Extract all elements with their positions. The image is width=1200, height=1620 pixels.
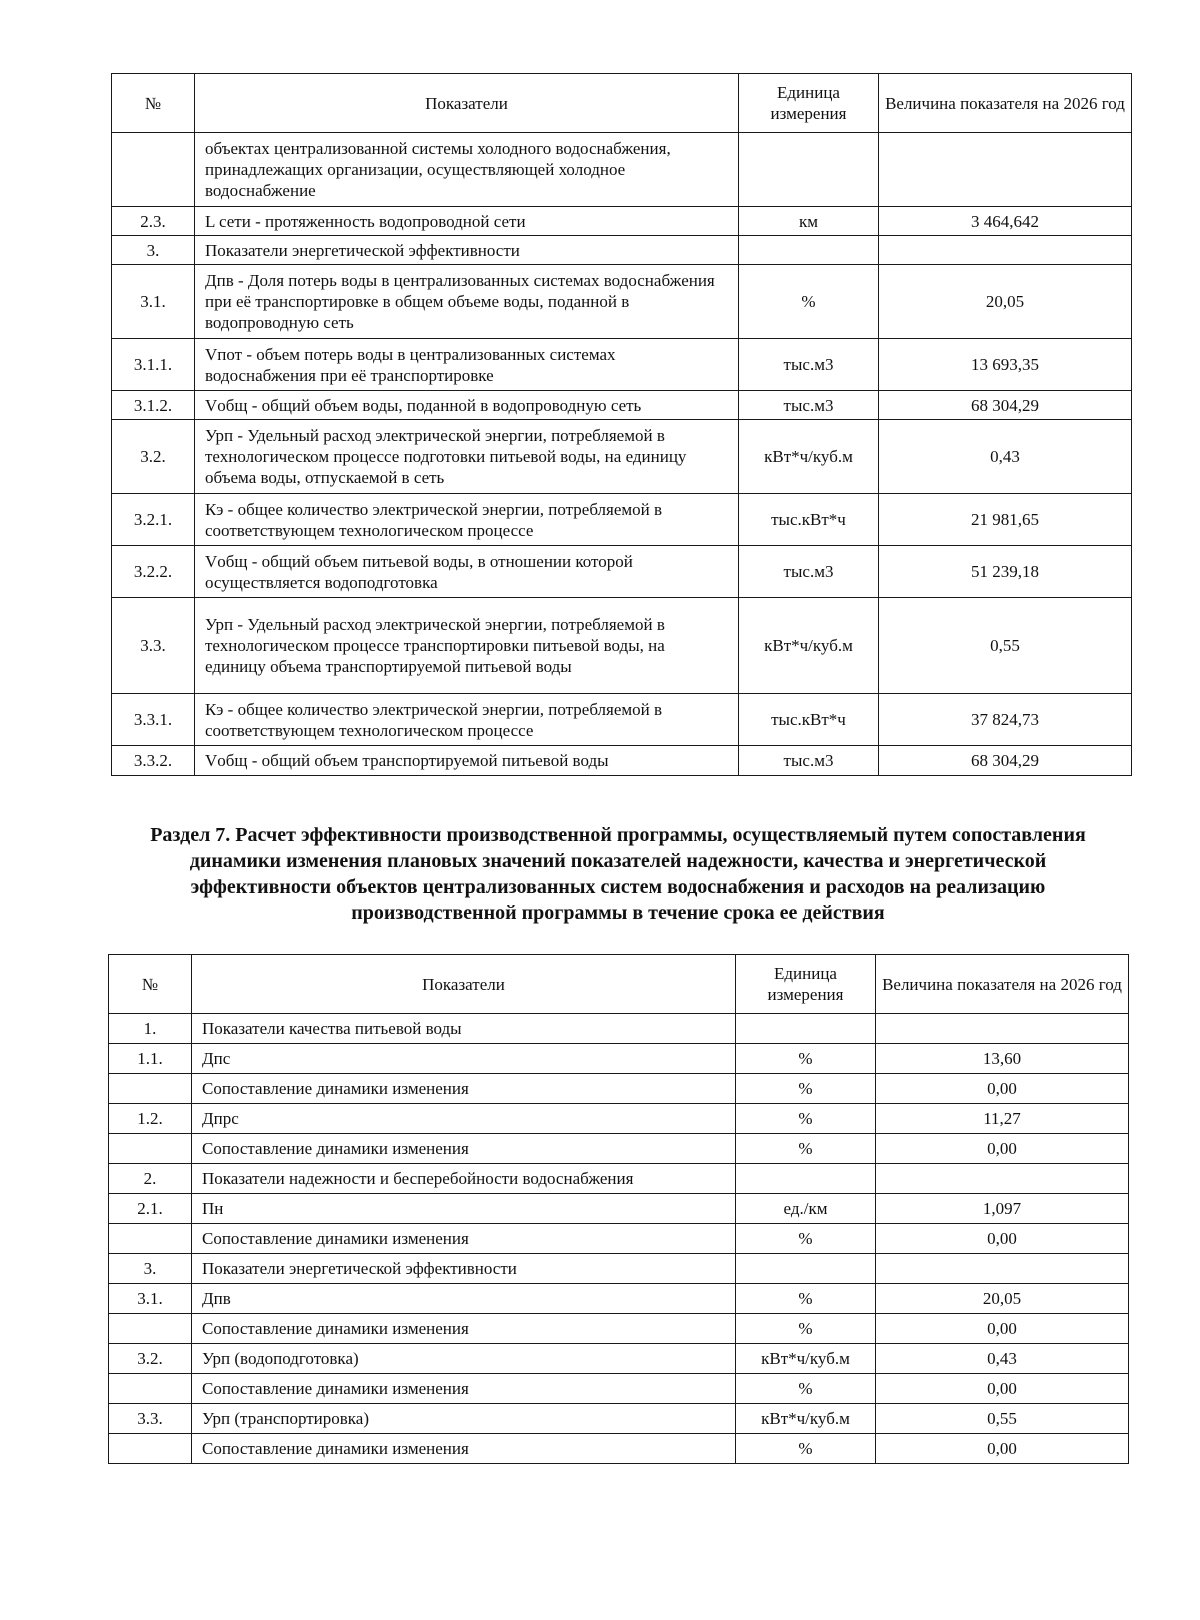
header-unit: Единица измерения xyxy=(736,955,876,1014)
row-value: 0,43 xyxy=(876,1344,1129,1374)
header-number: № xyxy=(112,74,195,133)
row-unit: % xyxy=(736,1224,876,1254)
row-unit: кВт*ч/куб.м xyxy=(736,1344,876,1374)
table-row xyxy=(112,339,1132,391)
table-row xyxy=(112,391,1132,420)
row-indicator: Урп (транспортировка) xyxy=(192,1404,736,1434)
row-unit: кВт*ч/куб.м xyxy=(739,420,879,494)
row-unit: кВт*ч/куб.м xyxy=(739,598,879,694)
row-value: 3 464,642 xyxy=(879,207,1132,236)
row-indicator: Сопоставление динамики изменения xyxy=(192,1434,736,1464)
row-unit: % xyxy=(736,1314,876,1344)
row-value: 13 693,35 xyxy=(879,339,1132,391)
table-row xyxy=(109,1284,1129,1314)
table-row xyxy=(112,133,1132,207)
row-indicator: Показатели надежности и бесперебойности водоснабжения xyxy=(192,1164,736,1194)
row-value: 13,60 xyxy=(876,1044,1129,1074)
row-number: 3.3. xyxy=(109,1404,192,1434)
row-indicator: Дпв xyxy=(192,1284,736,1314)
row-number xyxy=(109,1224,192,1254)
row-number: 1.2. xyxy=(109,1104,192,1134)
row-unit: % xyxy=(736,1374,876,1404)
row-number: 3.2. xyxy=(112,420,195,494)
row-value: 0,00 xyxy=(876,1224,1129,1254)
table-row xyxy=(109,1044,1129,1074)
row-number: 3.2.2. xyxy=(112,546,195,598)
row-value: 1,097 xyxy=(876,1194,1129,1224)
row-number xyxy=(109,1434,192,1464)
row-value xyxy=(879,236,1132,265)
row-unit: % xyxy=(736,1434,876,1464)
row-unit: ед./км xyxy=(736,1194,876,1224)
table-row xyxy=(112,746,1132,776)
row-indicator: Дпв - Доля потерь воды в централизованных системах водоснабжения при её транспортировке в общем объеме воды, поданной в водопроводную сеть xyxy=(195,265,739,339)
table-row xyxy=(109,1254,1129,1284)
row-number: 3. xyxy=(109,1254,192,1284)
header-indicators: Показатели xyxy=(195,74,739,133)
row-value: 0,00 xyxy=(876,1434,1129,1464)
row-indicator: L сети - протяженность водопроводной сети xyxy=(195,207,739,236)
table-row xyxy=(109,1164,1129,1194)
table-row xyxy=(109,1224,1129,1254)
header-value: Величина показателя на 2026 год xyxy=(876,955,1129,1014)
header-value: Величина показателя на 2026 год xyxy=(879,74,1132,133)
row-value: 0,00 xyxy=(876,1074,1129,1104)
row-unit xyxy=(736,1164,876,1194)
table-row xyxy=(109,1314,1129,1344)
table-row xyxy=(112,420,1132,494)
row-number: 3.1.1. xyxy=(112,339,195,391)
row-number xyxy=(109,1134,192,1164)
row-indicator: Сопоставление динамики изменения xyxy=(192,1134,736,1164)
row-unit xyxy=(736,1014,876,1044)
row-unit: тыс.м3 xyxy=(739,546,879,598)
row-unit: % xyxy=(736,1284,876,1314)
row-number: 2.1. xyxy=(109,1194,192,1224)
table-row xyxy=(109,1344,1129,1374)
row-value: 37 824,73 xyxy=(879,694,1132,746)
row-indicator: Vобщ - общий объем воды, поданной в водопроводную сеть xyxy=(195,391,739,420)
table-header-row xyxy=(109,955,1129,1014)
row-indicator: Vпот - объем потерь воды в централизованных системах водоснабжения при её транспортировке xyxy=(195,339,739,391)
indicators-table-continued xyxy=(111,73,1132,776)
row-unit: % xyxy=(736,1134,876,1164)
row-number xyxy=(109,1374,192,1404)
row-value: 68 304,29 xyxy=(879,746,1132,776)
row-indicator: Vобщ - общий объем транспортируемой питьевой воды xyxy=(195,746,739,776)
row-indicator: Дпс xyxy=(192,1044,736,1074)
row-number: 2.3. xyxy=(112,207,195,236)
row-unit: % xyxy=(736,1104,876,1134)
row-indicator: Урп - Удельный расход электрической энергии, потребляемой в технологическом процессе подготовки питьевой воды, на единицу объема воды, отпускаемой в сеть xyxy=(195,420,739,494)
row-indicator: Показатели энергетической эффективности xyxy=(192,1254,736,1284)
table-row xyxy=(112,236,1132,265)
row-unit: тыс.м3 xyxy=(739,391,879,420)
row-indicator: Дпрс xyxy=(192,1104,736,1134)
header-number: № xyxy=(109,955,192,1014)
row-unit: тыс.м3 xyxy=(739,339,879,391)
row-value: 0,00 xyxy=(876,1374,1129,1404)
table-row xyxy=(109,1104,1129,1134)
row-indicator: Vобщ - общий объем питьевой воды, в отношении которой осуществляется водоподготовка xyxy=(195,546,739,598)
row-number: 3.2.1. xyxy=(112,494,195,546)
row-unit: кВт*ч/куб.м xyxy=(736,1404,876,1434)
row-indicator: Сопоставление динамики изменения xyxy=(192,1314,736,1344)
row-value: 0,55 xyxy=(876,1404,1129,1434)
row-indicator: Сопоставление динамики изменения xyxy=(192,1074,736,1104)
row-indicator: Сопоставление динамики изменения xyxy=(192,1224,736,1254)
row-value xyxy=(879,133,1132,207)
row-number: 3.2. xyxy=(109,1344,192,1374)
table-row xyxy=(112,546,1132,598)
table-row xyxy=(109,1404,1129,1434)
row-indicator: Показатели качества питьевой воды xyxy=(192,1014,736,1044)
row-indicator: Показатели энергетической эффективности xyxy=(195,236,739,265)
row-unit: тыс.кВт*ч xyxy=(739,694,879,746)
header-indicators: Показатели xyxy=(192,955,736,1014)
row-unit: % xyxy=(736,1044,876,1074)
row-value: 0,43 xyxy=(879,420,1132,494)
header-unit: Единица измерения xyxy=(739,74,879,133)
row-number: 2. xyxy=(109,1164,192,1194)
row-value: 20,05 xyxy=(876,1284,1129,1314)
row-number xyxy=(109,1074,192,1104)
row-number: 3.3.1. xyxy=(112,694,195,746)
row-value: 20,05 xyxy=(879,265,1132,339)
row-value: 68 304,29 xyxy=(879,391,1132,420)
row-number: 3.1.2. xyxy=(112,391,195,420)
row-unit xyxy=(739,236,879,265)
row-number: 3.3.2. xyxy=(112,746,195,776)
table-row xyxy=(112,207,1132,236)
row-value xyxy=(876,1014,1129,1044)
row-number: 3.1. xyxy=(109,1284,192,1314)
row-number: 3.1. xyxy=(112,265,195,339)
row-number: 3.3. xyxy=(112,598,195,694)
row-indicator: объектах централизованной системы холодного водоснабжения, принадлежащих организации, осуществляющей холодное водоснабжение xyxy=(195,133,739,207)
table-row xyxy=(109,1074,1129,1104)
table-row xyxy=(109,1434,1129,1464)
table-row xyxy=(112,494,1132,546)
row-indicator: Пн xyxy=(192,1194,736,1224)
row-number: 1. xyxy=(109,1014,192,1044)
row-value: 21 981,65 xyxy=(879,494,1132,546)
table-row xyxy=(109,1374,1129,1404)
row-unit: % xyxy=(739,265,879,339)
row-indicator: Урп - Удельный расход электрической энергии, потребляемой в технологическом процессе транспортировки питьевой воды, на единицу объема транспортируемой питьевой воды xyxy=(195,598,739,694)
table-row xyxy=(112,265,1132,339)
row-value: 0,55 xyxy=(879,598,1132,694)
row-unit: тыс.м3 xyxy=(739,746,879,776)
row-number: 1.1. xyxy=(109,1044,192,1074)
table-row xyxy=(109,1134,1129,1164)
table-row xyxy=(112,694,1132,746)
row-number xyxy=(109,1314,192,1344)
row-unit: тыс.кВт*ч xyxy=(739,494,879,546)
row-value xyxy=(876,1164,1129,1194)
row-value xyxy=(876,1254,1129,1284)
section-heading: Раздел 7. Расчет эффективности производственной программы, осуществляемый путем сопоставления динамики изменения плановых значений показателей надежности, качества и энергетической эффективности объектов централизованных систем водоснабжения и расходов на реализацию производственной программы в течение срока ее действия xyxy=(150,824,1086,924)
row-value: 11,27 xyxy=(876,1104,1129,1134)
row-indicator: Сопоставление динамики изменения xyxy=(192,1374,736,1404)
row-unit: км xyxy=(739,207,879,236)
row-value: 51 239,18 xyxy=(879,546,1132,598)
efficiency-table xyxy=(108,954,1129,1464)
row-indicator: Кэ - общее количество электрической энергии, потребляемой в соответствующем технологическом процессе xyxy=(195,694,739,746)
row-number: 3. xyxy=(112,236,195,265)
table-row xyxy=(112,598,1132,694)
row-unit xyxy=(739,133,879,207)
row-unit xyxy=(736,1254,876,1284)
table-header-row xyxy=(112,74,1132,133)
row-indicator: Урп (водоподготовка) xyxy=(192,1344,736,1374)
row-indicator: Кэ - общее количество электрической энергии, потребляемой в соответствующем технологическом процессе xyxy=(195,494,739,546)
row-value: 0,00 xyxy=(876,1134,1129,1164)
table-row xyxy=(109,1014,1129,1044)
row-number xyxy=(112,133,195,207)
row-value: 0,00 xyxy=(876,1314,1129,1344)
row-unit: % xyxy=(736,1074,876,1104)
table-row xyxy=(109,1194,1129,1224)
